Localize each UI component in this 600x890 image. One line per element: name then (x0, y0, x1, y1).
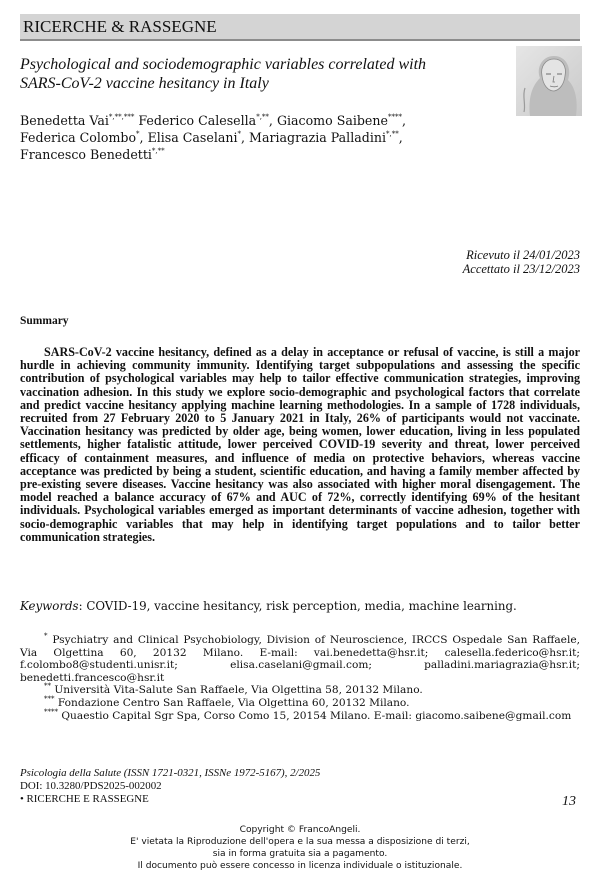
portrait-illustration (516, 46, 582, 116)
footnote-text: Quaestio Capital Sgr Spa, Corso Como 15, 20154 Milano. E-mail: giacomo.saibene@gmail.com (61, 709, 572, 722)
journal-citation: Psicologia della Salute (ISSN 1721-0321, ISSNe 1972-5167), 2/2025 (20, 767, 321, 779)
section-title: RICERCHE & RASSEGNE (23, 17, 217, 36)
portrait-sketch-icon (516, 46, 582, 116)
journal-doi: DOI: 10.3280/PDS2025-002002 (20, 780, 162, 792)
article-title (20, 55, 500, 93)
author-affiliation-mark: *,** (151, 147, 165, 155)
author-affiliation-mark: * (136, 130, 140, 138)
author-affiliation-mark: *,** (385, 130, 399, 138)
author-name: Federica Colombo (20, 130, 137, 145)
author-affiliation-mark: *,**,*** (108, 113, 135, 121)
copyright-line: Copyright © FrancoAngeli. (239, 825, 361, 835)
footnote (20, 684, 580, 697)
author-name: Giacomo Saibene (276, 113, 388, 128)
author-affiliation-mark: **** (387, 113, 402, 121)
footnote (20, 694, 580, 710)
author-name: Elisa Caselani (147, 130, 238, 145)
author-name: Mariagrazia Palladini (249, 130, 386, 145)
copyright-line: Il documento può essere concesso in licenza individuale o istituzionale. (137, 861, 463, 871)
author-name: Francesco Benedetti (20, 147, 152, 162)
footnote (20, 634, 580, 684)
author-line-1: Benedetta Vai*,**,*** Federico Calesella*,**, Giacomo Saibene****, (20, 113, 406, 128)
keywords (20, 599, 580, 613)
keywords-text: : COVID-19, vaccine hesitancy, risk perception, media, machine learning. (78, 599, 517, 613)
footnote-text: Università Vita-Salute San Raffaele, Via Olgettina 58, 20132 Milano. (54, 684, 423, 697)
footnote-mark: **** (44, 707, 58, 716)
author-affiliation-mark: * (237, 130, 242, 138)
journal-info (20, 767, 580, 806)
copyright-line: sia in forma gratuita sia a pagamento. (212, 849, 388, 859)
summary-heading: Summary (20, 315, 69, 327)
page-number: 13 (562, 794, 576, 809)
summary-text: SARS-CoV-2 vaccine hesitancy, defined as a delay in acceptance or refusal of vaccine, is still a major hurdle in achieving community immunity. Identifying target subpopulations and assessing the specific contribution of psychological variables may help to tailor effective communication strategies, improving vaccination adhesion. In this study we explore socio-demographic and psychological factors that correlate and predict vaccine hesitancy applying machine learning methodologies. In a sample of 1728 individuals, recruited from 27 February 2020 to 5 January 2021 in Italy, 26% of participants would not vaccinate. Vaccination hesitancy was predicted by older age, being women, lower education, living in less populated settlements, higher fatalistic attitude, lower perceived COVID-19 severity and threat, lower perceived efficacy of containment measures, and influence of media on protective behaviors, whereas vaccine acceptance was predicted by being a student, scientific education, and having a family member affected by pre-existing severe diseases. Vaccine hesitancy was also associated with higher moral disengagement. The model reached a balance accuracy of 67% and AUC of 72%, correctly identifying 69% of the hesitant individuals. Psychological variables emerged as important determinants of vaccine adhesion, together with socio-demographic variables that may help in identifying target populations and to tailor better communication strategies. (20, 345, 580, 544)
footnote-text: Fondazione Centro San Raffaele, Via Olgettina 60, 20132 Milano. (57, 696, 410, 709)
author-line-2: Federica Colombo*, Elisa Caselani*, Mariagrazia Palladini*,**, (20, 130, 403, 145)
submission-dates (463, 248, 580, 276)
section-header-bar (20, 14, 580, 41)
footnote-mark: ** (44, 682, 51, 691)
author-list (20, 112, 585, 163)
copyright-line: E' vietata la Riproduzione dell'opera e la sua messa a disposizione di terzi, (130, 837, 470, 847)
footnote-mark: * (44, 632, 48, 640)
author-line-3 (20, 146, 585, 163)
keywords-label: Keywords (20, 599, 79, 613)
title-line-1: Psychological and sociodemographic variables correlated with (20, 56, 427, 73)
affiliation-footnotes (20, 634, 580, 722)
title-line-2: SARS-CoV-2 vaccine hesitancy in Italy (20, 75, 269, 92)
received-date: Ricevuto il 24/01/2023 (466, 248, 580, 262)
footnote-text: Psychiatry and Clinical Psychobiology, Division of Neuroscience, IRCCS Ospedale San Raffaele, Via Olgettina 60, 20132 Milano. E-mail: vai.benedetta@hsr.it; calesella.federico@hsr.it; f.colombo8@studenti.unisr.it; elisa.caselani@gmail.com; palladini.mariagrazia@hsr.it; benedetti.francesco@hsr.it (20, 634, 580, 684)
copyright-notice (80, 824, 520, 872)
author-name: Benedetta Vai (20, 113, 109, 128)
author-name: Federico Calesella (138, 113, 257, 128)
footnote (20, 707, 580, 723)
accepted-date: Accettato il 23/12/2023 (462, 262, 580, 276)
author-affiliation-mark: *,** (256, 113, 269, 121)
footnote-mark: *** (44, 694, 55, 703)
journal-section: • RICERCHE E RASSEGNE (20, 793, 149, 805)
